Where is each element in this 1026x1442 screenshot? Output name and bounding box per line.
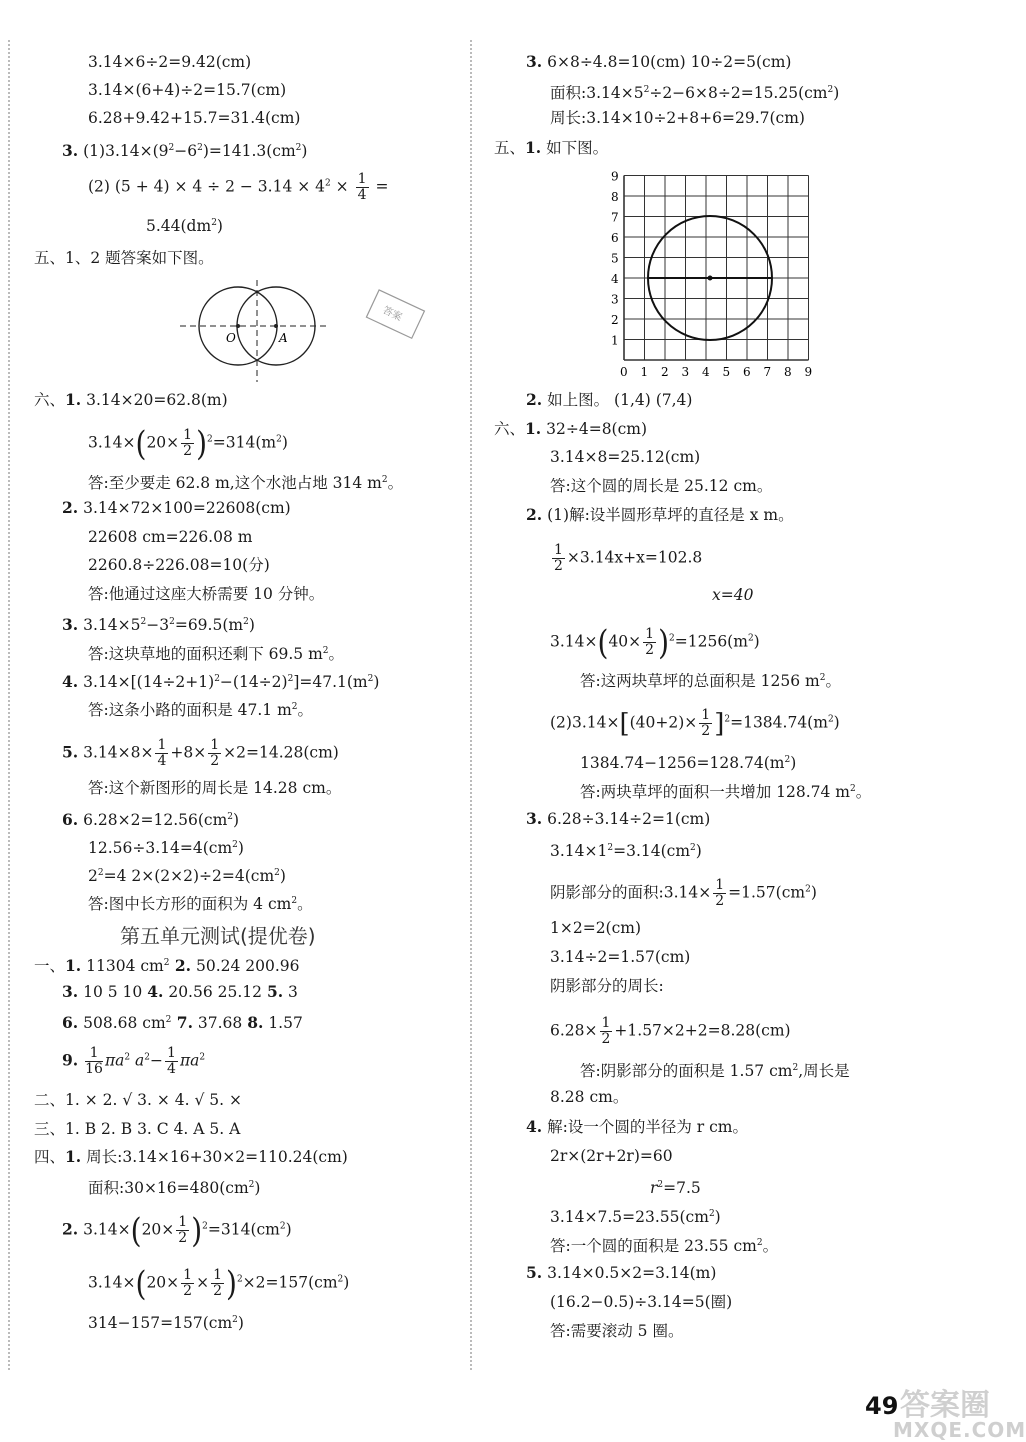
line: $3.14\times 1^2=3.14(cm^2)$ (550, 842, 702, 861)
line: (2)3.14×[(40+2)× $\frac{1}{2}$ ]$^2=1384.74(m^2)$ (550, 707, 840, 739)
line: 2260.8÷226.08=10(分) (88, 556, 270, 574)
x-tick-label: 7 (763, 365, 772, 379)
line: 3. 6×8÷4.8=10(cm) 10÷2=5(cm) (526, 52, 792, 71)
answer: 8.28 cm。 (550, 1088, 629, 1106)
line: 阴影部分的周长: (550, 977, 664, 995)
line: $r^2=7.5$ (650, 1179, 701, 1198)
line: $3.14\times 7.5=23.55(cm^2)$ (550, 1208, 721, 1227)
x-tick-label: 4 (702, 365, 710, 379)
q1-row4: 9. $\frac{1}{16}$ $\pi a^2$ $a^2-$ $\frac{1}{4}$ $\pi a^2$ (62, 1045, 206, 1077)
line: 2. (1)解:设半圆形草坪的直径是 x m。 (526, 505, 794, 524)
answer: 答:这个新图形的周长是 14.28 cm。 (88, 779, 342, 797)
y-tick-label: 7 (611, 210, 619, 225)
fraction: $\frac{1}{4}$ (357, 171, 367, 203)
grid-labels (611, 170, 812, 380)
line: 6. $6.28\times 2=12.56(cm^2)$ (62, 810, 240, 830)
line: 2. 3.14×72×100=22608(cm) (62, 498, 291, 517)
x-tick-label: 2 (661, 365, 669, 379)
q3-row: 三、1. B 2. B 3. C 4. A 5. A (34, 1120, 241, 1138)
q3-line3: $5.44(dm^2)$ (146, 217, 223, 236)
y-tick-label: 2 (611, 313, 619, 327)
q3-line1: 3. $(1)3.14\times(9^2-6^2)=141.3(cm^2)$ (62, 141, 308, 161)
q1-row3: 6. 508.68 $cm^2$ 7. 37.68 8. 1.57 (62, 1013, 303, 1033)
answer: 答:图中长方形的面积为 4 $cm^2$。 (88, 895, 313, 914)
unit-title: 第五单元测试(提优卷) (120, 924, 316, 948)
x-tick-label: 5 (722, 365, 731, 379)
sec6-q1: 六、1. 3.14×20=62.8(m) (34, 390, 228, 409)
line: $\frac{1}{2}$ ×3.14x+x=102.8 (554, 542, 703, 574)
answer: 答:这块草地的面积还剩下 69.5 $m^2$。 (88, 645, 345, 664)
sec5-heading: 五、1、2 题答案如下图。 (34, 249, 214, 267)
line: 4. 解:设一个圆的半径为 r cm。 (526, 1117, 748, 1136)
x-tick-label: 8 (784, 365, 792, 379)
line: 4. $3.14\times[(14\div 2+1)^2-(14\div 2)^2]=47.1(m^2)$ (62, 672, 380, 692)
answer: 答:至少要走 62.8 m,这个水池占地 314 $m^2$。 (88, 474, 404, 493)
y-tick-label: 3 (611, 292, 619, 307)
line: 六、1. 32÷4=8(cm) (494, 419, 648, 438)
x-tick-label: 3 (681, 365, 690, 379)
line: $12.56\div 3.14=4(cm^2)$ (88, 839, 244, 858)
line: 3. 6.28÷3.14÷2=1(cm) (526, 809, 711, 828)
label-a: A (279, 331, 288, 345)
line: 6.28× $\frac{1}{2}$ +1.57×2+2=8.28(cm) (550, 1015, 791, 1047)
line: 3.14×(40× $\frac{1}{2}$ )$^2=1256(m^2)$ (550, 622, 760, 662)
y-tick-label: 4 (611, 272, 619, 286)
answer: 答:这两块草坪的总面积是 1256 $m^2$。 (580, 672, 841, 691)
point-a (274, 324, 278, 328)
x-tick-label: 1 (640, 365, 649, 379)
q1-row1: 一、1. 11304 $cm^2$ 2. 50.24 200.96 (34, 956, 300, 976)
x-tick-label: 0 (620, 365, 628, 379)
y-tick-label: 9 (611, 169, 619, 184)
circle-center (708, 276, 713, 281)
watermark-url: MXQE.COM (893, 1418, 1026, 1442)
page-number: 49 (865, 1392, 899, 1420)
line: 3.14×8=25.12(cm) (550, 448, 701, 466)
y-tick-label: 1 (611, 333, 619, 348)
answer: 答:阴影部分的面积是 1.57 $cm^2$,周长是 (580, 1062, 850, 1081)
line: $2^2=4$ $2\times(2\times 2)\div 2=4(cm^2)$ (88, 867, 286, 886)
line: $314-157=157(cm^2)$ (88, 1314, 244, 1333)
answer: 答:需要滚动 5 圈。 (550, 1322, 684, 1340)
center-divider-dots (470, 40, 472, 1370)
stamp-logo (360, 285, 430, 345)
coordinate-grid (604, 162, 824, 384)
line: 5. 3.14×8× $\frac{1}{4}$ +8× $\frac{1}{2}$ ×2=14.28(cm) (62, 737, 339, 769)
y-tick-label: 8 (611, 190, 619, 204)
line: 3.14×(6+4)÷2=15.7(cm) (88, 81, 287, 99)
watermark-logo: 答案圈 (900, 1388, 990, 1423)
left-margin-dots (8, 40, 10, 1370)
x-tick-label: 6 (743, 365, 751, 379)
line: 2r×(2r+2r)=60 (550, 1147, 673, 1165)
answer: 答:两块草坪的面积一共增加 128.74 $m^2$。 (580, 783, 872, 802)
x-tick-label: 9 (804, 365, 813, 379)
line: 面积$:30\times 16=480(cm^2)$ (88, 1179, 261, 1198)
answer: 答:这个圆的周长是 25.12 cm。 (550, 477, 773, 495)
line: (16.2−0.5)÷3.14=5(圈) (550, 1293, 733, 1311)
grid-lines (624, 176, 809, 361)
r5-heading: 五、1. 如下图。 (494, 138, 609, 157)
line: 2. 3.14×(20× $\frac{1}{2}$ )$^2=314(cm^2)$ (62, 1210, 292, 1250)
q2-row: 二、1. × 2. √ 3. × 4. √ 5. × (34, 1091, 243, 1109)
answer: 答:一个圆的面积是 23.55 $cm^2$。 (550, 1237, 779, 1256)
line: x=40 (712, 586, 754, 604)
line: 3.14×(20× $\frac{1}{2}$ × $\frac{1}{2}$ )$^2\times 2=157(cm^2)$ (88, 1263, 350, 1303)
line: 22608 cm=226.08 m (88, 528, 253, 546)
line: 5. 3.14×0.5×2=3.14(m) (526, 1263, 717, 1282)
svg-text:答案: 答案 (380, 304, 404, 324)
line: 2. 如上图。 (1,4) (7,4) (526, 390, 693, 409)
q1-row2: 3. 10 5 10 4. 20.56 25.12 5. 3 (62, 982, 298, 1001)
line: $1384.74-1256=128.74(m^2)$ (580, 754, 797, 773)
line: 6.28+9.42+15.7=31.4(cm) (88, 109, 301, 127)
circles-figure (180, 280, 330, 385)
line: 面积$:3.14\times 5^2\div 2-6\times 8\div 2=15.25(cm^2)$ (550, 84, 840, 103)
line: 3.14×6÷2=9.42(cm) (88, 53, 252, 71)
answer: 答:他通过这座大桥需要 10 分钟。 (88, 585, 325, 603)
y-tick-label: 5 (611, 251, 619, 266)
line: 3.14÷2=1.57(cm) (550, 948, 691, 966)
label-o: O (226, 331, 236, 345)
line: 3.14×(20× $\frac{1}{2}$ )$^2=314(m^2)$ (88, 423, 288, 463)
line: 阴影部分的面积:3.14× $\frac{1}{2}$ $=1.57(cm^2)$ (550, 877, 817, 909)
line: 1×2=2(cm) (550, 919, 642, 937)
y-tick-label: 6 (611, 231, 619, 245)
q3-line2: (2) $(5 + 4) \times 4 \div 2 - 3.14 \times 4^2$ × $\frac{1}{4}$ = (88, 171, 389, 203)
point-o (236, 324, 240, 328)
answer: 答:这条小路的面积是 47.1 $m^2$。 (88, 701, 314, 720)
line: 周长:3.14×10÷2+8+6=29.7(cm) (550, 109, 805, 127)
line: 3. $3.14\times 5^2-3^2=69.5(m^2)$ (62, 615, 255, 635)
q4-row1: 四、1. 周长:3.14×16+30×2=110.24(cm) (34, 1147, 348, 1166)
